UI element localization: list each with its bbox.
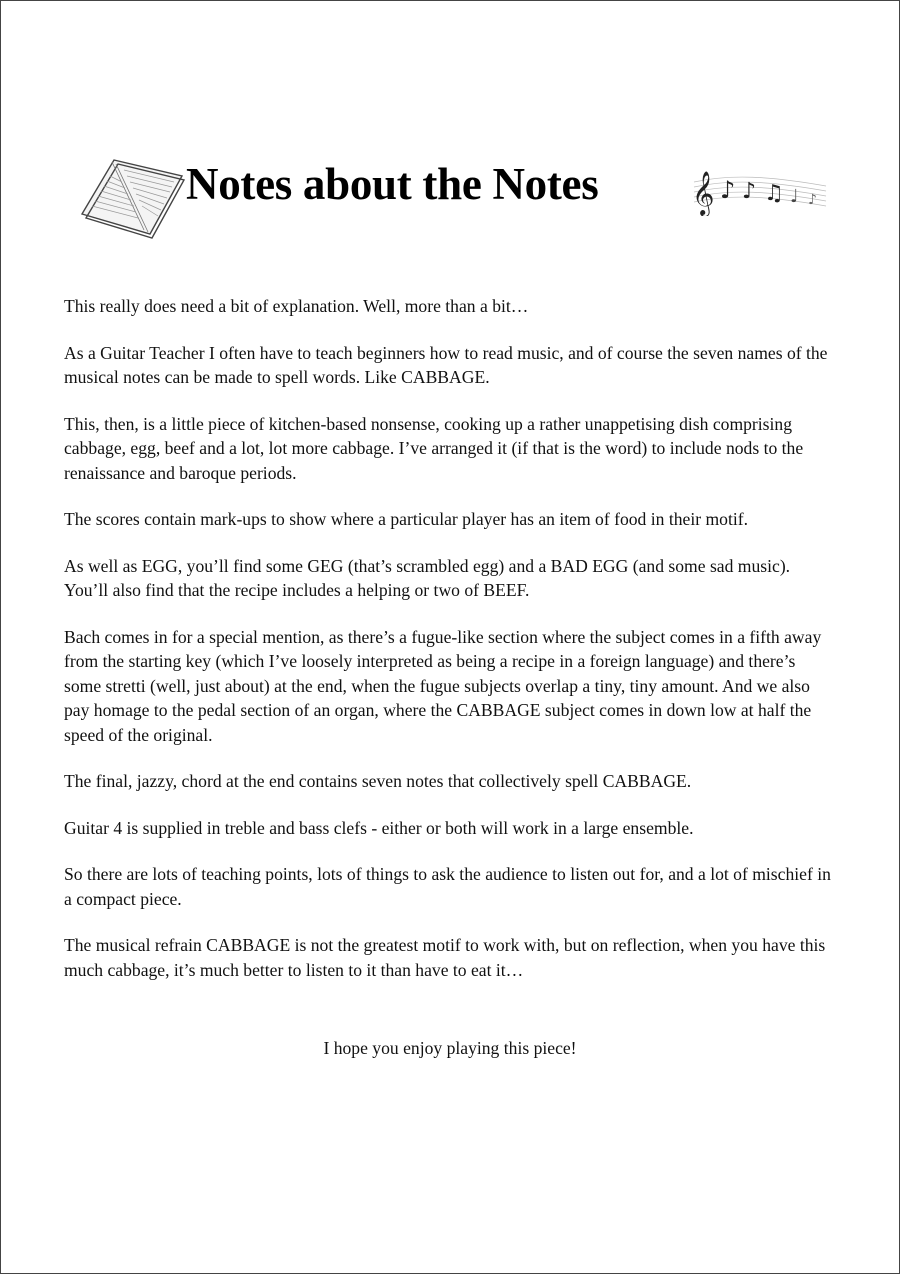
svg-text:♪: ♪: [742, 179, 757, 204]
paragraph: Guitar 4 is supplied in treble and bass clefs - either or both will work in a large ensemble.: [64, 817, 694, 838]
paragraph: As well as EGG, you’ll find some GEG (that’s scrambled egg) and a BAD EGG (and some sad music). You’ll also find that the recipe includes a helping or two of BEEF.: [64, 555, 791, 600]
paragraph: The scores contain mark-ups to show where a particular player has an item of food in their motif.: [64, 509, 748, 529]
paragraph: This, then, is a little piece of kitchen-based nonsense, cooking up a rather unappetising dish comprising cabbage, egg, beef and a lot, lot more cabbage. I’ve arranged it (if that is the word) to include nods to the renaissance and baroque periods.: [64, 413, 804, 483]
paragraph: The musical refrain CABBAGE is not the greatest motif to work with, but on reflection, when you have this much cabbage, it’s much better to listen to it than have to eat it…: [64, 935, 826, 980]
open-book-icon: [78, 154, 190, 240]
header: [78, 148, 838, 248]
svg-text:♪: ♪: [720, 176, 736, 204]
paragraph: This really does need a bit of explanation. Well, more than a bit…: [64, 296, 529, 316]
svg-text:♪: ♪: [808, 192, 817, 208]
svg-text:♩: ♩: [790, 186, 799, 207]
svg-text:𝄞: 𝄞: [692, 171, 715, 215]
body-text: [64, 294, 836, 1004]
paragraph: Bach comes in for a special mention, as there’s a fugue-like section where the subject comes in a fifth away from the starting key (which I’ve loosely interpreted as being a recipe in a foreign language) and there’s some stretti (well, just about) at the end, when the fugue subjects overlap a tiny, tiny amount. And we also pay homage to the pedal section of an organ, where the CABBAGE subject comes in down low at half the speed of the original.: [64, 626, 822, 745]
paragraph: The final, jazzy, chord at the end contains seven notes that collectively spell CABBAGE.: [64, 771, 692, 791]
treble-clef-notes-icon: [690, 160, 830, 216]
page-title: Notes about the Notes: [186, 159, 599, 209]
paragraph: So there are lots of teaching points, lots of things to ask the audience to listen out for, and a lot of mischief in a compact piece.: [64, 864, 831, 909]
paragraph: As a Guitar Teacher I often have to teach beginners how to read music, and of course the seven names of the musical notes can be made to spell words. Like CABBAGE.: [64, 342, 828, 387]
svg-text:♫: ♫: [764, 181, 784, 206]
closing-line: I hope you enjoy playing this piece!: [323, 1038, 577, 1058]
